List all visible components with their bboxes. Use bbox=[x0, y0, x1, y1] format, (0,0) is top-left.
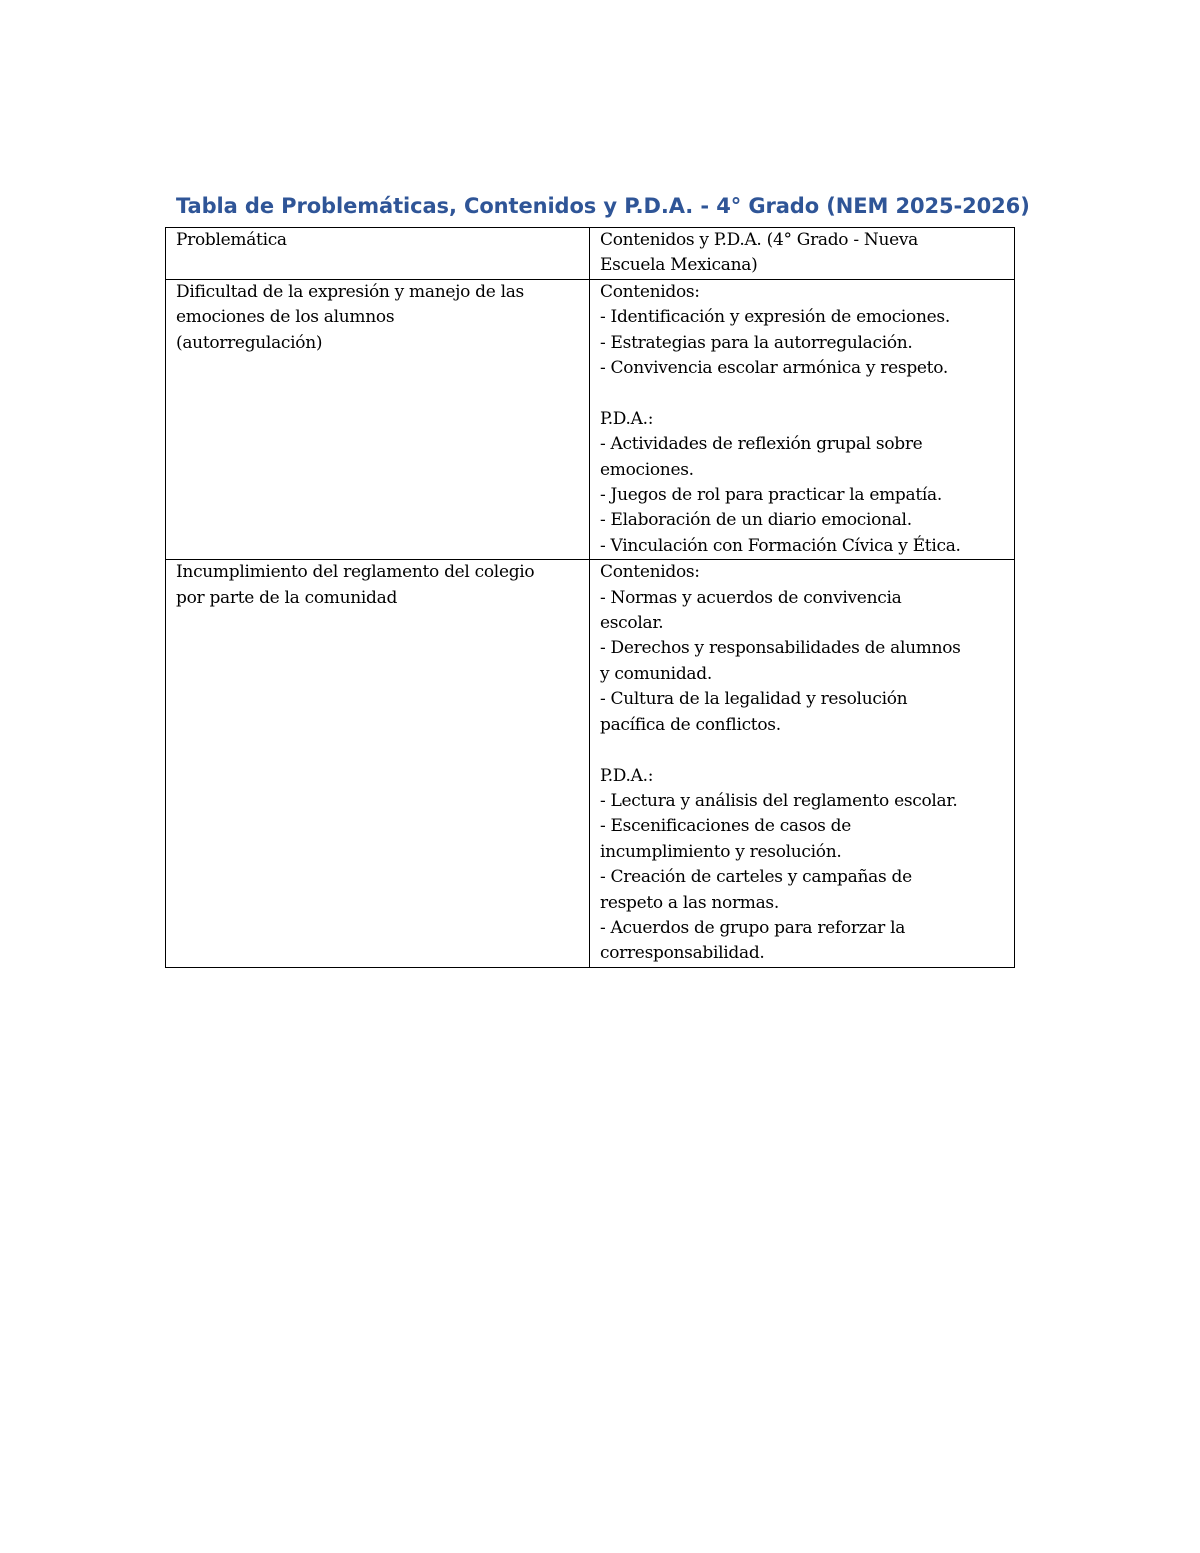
pda-heading: P.D.A.: bbox=[600, 408, 654, 429]
contents-heading: Contenidos: bbox=[600, 281, 700, 302]
contents-item: pacífica de conflictos. bbox=[600, 714, 781, 735]
header-problem-label: Problemática bbox=[176, 230, 287, 250]
problem-text-line: emociones de los alumnos bbox=[176, 307, 395, 328]
pda-item: corresponsabilidad. bbox=[600, 943, 765, 964]
header-contents-label-line: Escuela Mexicana) bbox=[600, 255, 758, 276]
paragraph-spacer bbox=[600, 738, 1006, 763]
contents-item: escolar. bbox=[600, 613, 664, 634]
pda-item: - Juegos de rol para practicar la empatía. bbox=[600, 485, 942, 506]
problem-cell bbox=[166, 560, 590, 967]
contents-item: - Normas y acuerdos de convivencia bbox=[600, 587, 902, 608]
pda-item: - Escenificaciones de casos de bbox=[600, 816, 851, 837]
paragraph-spacer bbox=[600, 381, 1006, 406]
pda-item: emociones. bbox=[600, 459, 694, 480]
contents-cell bbox=[590, 560, 1015, 967]
contents-item: - Identificación y expresión de emociones. bbox=[600, 307, 950, 328]
pda-item: incumplimiento y resolución. bbox=[600, 841, 842, 862]
contents-item: - Convivencia escolar armónica y respeto. bbox=[600, 358, 948, 379]
contents-item: - Estrategias para la autorregulación. bbox=[600, 332, 913, 353]
contents-item: - Cultura de la legalidad y resolución bbox=[600, 689, 908, 710]
problem-text-line: (autorregulación) bbox=[176, 332, 323, 353]
table-row bbox=[166, 560, 1015, 967]
problem-text-line: Incumplimiento del reglamento del colegio bbox=[176, 562, 535, 583]
pda-item: respeto a las normas. bbox=[600, 892, 779, 913]
problem-cell bbox=[166, 279, 590, 559]
table-row bbox=[166, 279, 1015, 559]
document-title: Tabla de Problemáticas, Contenidos y P.D.A. - 4° Grado (NEM 2025-2026) bbox=[176, 194, 1030, 218]
header-contents-label-line: Contenidos y P.D.A. (4° Grado - Nueva bbox=[600, 230, 919, 250]
contents-item: y comunidad. bbox=[600, 663, 712, 684]
pda-item: - Acuerdos de grupo para reforzar la bbox=[600, 917, 906, 938]
pda-item: - Vinculación con Formación Cívica y Ética. bbox=[600, 535, 961, 556]
pda-heading: P.D.A.: bbox=[600, 765, 654, 786]
problem-text-line: Dificultad de la expresión y manejo de las bbox=[176, 281, 524, 302]
header-cell-contents bbox=[590, 228, 1015, 280]
pda-item: - Elaboración de un diario emocional. bbox=[600, 510, 912, 531]
contents-cell bbox=[590, 279, 1015, 559]
problem-text-line: por parte de la comunidad bbox=[176, 587, 398, 608]
pda-item: - Actividades de reflexión grupal sobre bbox=[600, 434, 923, 455]
pda-item: - Creación de carteles y campañas de bbox=[600, 867, 912, 888]
header-cell-problem bbox=[166, 228, 590, 280]
contents-heading: Contenidos: bbox=[600, 562, 700, 583]
pda-item: - Lectura y análisis del reglamento escolar. bbox=[600, 790, 958, 811]
table-header-row bbox=[166, 228, 1015, 280]
contents-item: - Derechos y responsabilidades de alumnos bbox=[600, 638, 961, 659]
problems-table bbox=[165, 227, 1015, 968]
